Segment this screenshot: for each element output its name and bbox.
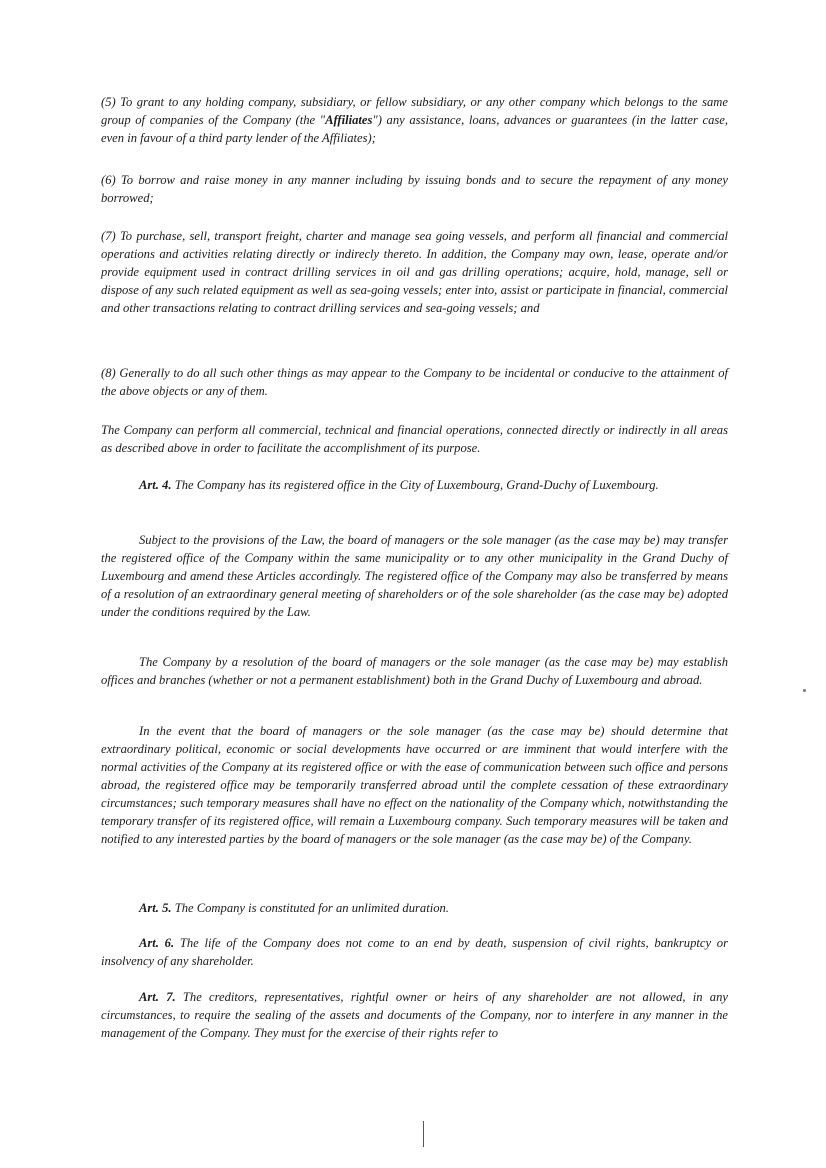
article-4-paragraph-2: Subject to the provisions of the Law, the board of managers or the sole manager (as the case may be) may transfer the registered office of the Company within the same municipality or to any other municipality in the Grand Duchy of Luxembourg and amend these Articles accordingly. The registered office of the Company may also be transferred by means of a resolution of an extraordinary general meeting of shareholders or of the sole shareholder (as the case may be) adopted under the conditions required by the Law.: [101, 533, 728, 619]
article-4-paragraph-3: The Company by a resolution of the board of managers or the sole manager (as the case may be) may establish offices and branches (whether or not a permanent establishment) both in the Grand Duchy of Luxembourg and abroad.: [101, 655, 728, 687]
article-text: The Company is constituted for an unlimited duration.: [171, 901, 449, 915]
article-7: [101, 988, 728, 1042]
article-4: [101, 476, 728, 494]
paragraph-general-operations: The Company can perform all commercial, technical and financial operations, connected directly or indirectly in all areas as described above in order to facilitate the accomplishment of its purpose.: [101, 423, 728, 455]
article-text: The Company has its registered office in the City of Luxembourg, Grand-Duchy of Luxembourg.: [171, 478, 659, 492]
scan-artifact: [803, 689, 806, 692]
paragraph-object-8: (8) Generally to do all such other things as may appear to the Company to be incidental or conducive to the attainment of the above objects or any of them.: [101, 366, 728, 398]
article-6: [101, 934, 728, 970]
article-label: Art. 4.: [139, 478, 172, 492]
article-4-paragraph-4: In the event that the board of managers or the sole manager (as the case may be) should determine that extraordinary political, economic or social developments have occurred or are imminent that would interfere with the normal activities of the Company at its registered office or with the ease of communication between such office and persons abroad, the registered office may be temporarily transferred abroad until the complete cessation of these extraordinary circumstances; such temporary measures shall have no effect on the nationality of the Company which, notwithstanding the temporary transfer of its registered office, will remain a Luxembourg company. Such temporary measures will be taken and notified to any interested parties by the board of managers or the sole manager (as the case may be) of the Company.: [101, 724, 728, 846]
defined-term-affiliates: Affiliates: [325, 113, 373, 127]
article-text: The life of the Company does not come to an end by death, suspension of civil rights, bankruptcy or insolvency of any shareholder.: [101, 936, 729, 968]
article-label: Art. 7.: [139, 990, 176, 1004]
paragraph-text: ") any assistance, loans, advances or guarantees (in the latter case, even in favour of a third party lender of the Affiliates);: [101, 113, 729, 145]
paragraph-object-6: (6) To borrow and raise money in any manner including by issuing bonds and to secure the repayment of any money borrowed;: [101, 173, 728, 205]
article-label: Art. 5.: [139, 901, 172, 915]
article-text: The creditors, representatives, rightful owner or heirs of any shareholder are not allowed, in any circumstances, to require the sealing of the assets and documents of the Company, nor to interfere in any manner in the management of the Company. They must for the exercise of their rights refer to: [101, 990, 728, 1040]
paragraph-object-7: (7) To purchase, sell, transport freight, charter and manage sea going vessels, and perform all financial and commercial operations and activities relating directly or indirecly thereto. In addition, the Company may own, lease, operate and/or provide equipment used in contract drilling services in oil and gas drilling operations; acquire, hold, manage, sell or dispose of any such related equipment as well as sea-going vessels; enter into, assist or participate in financial, commercial and other transactions relating to contract drilling services and sea-going vessels; and: [101, 229, 728, 315]
article-label: Art. 6.: [139, 936, 175, 950]
article-5: [101, 899, 728, 917]
page-number-mark: [423, 1121, 424, 1147]
paragraph-object-5: [101, 93, 728, 147]
paragraph-text: (5) To grant to any holding company, subsidiary, or fellow subsidiary, or any other company which belongs to the same group of companies of the Company (the ": [101, 95, 728, 127]
